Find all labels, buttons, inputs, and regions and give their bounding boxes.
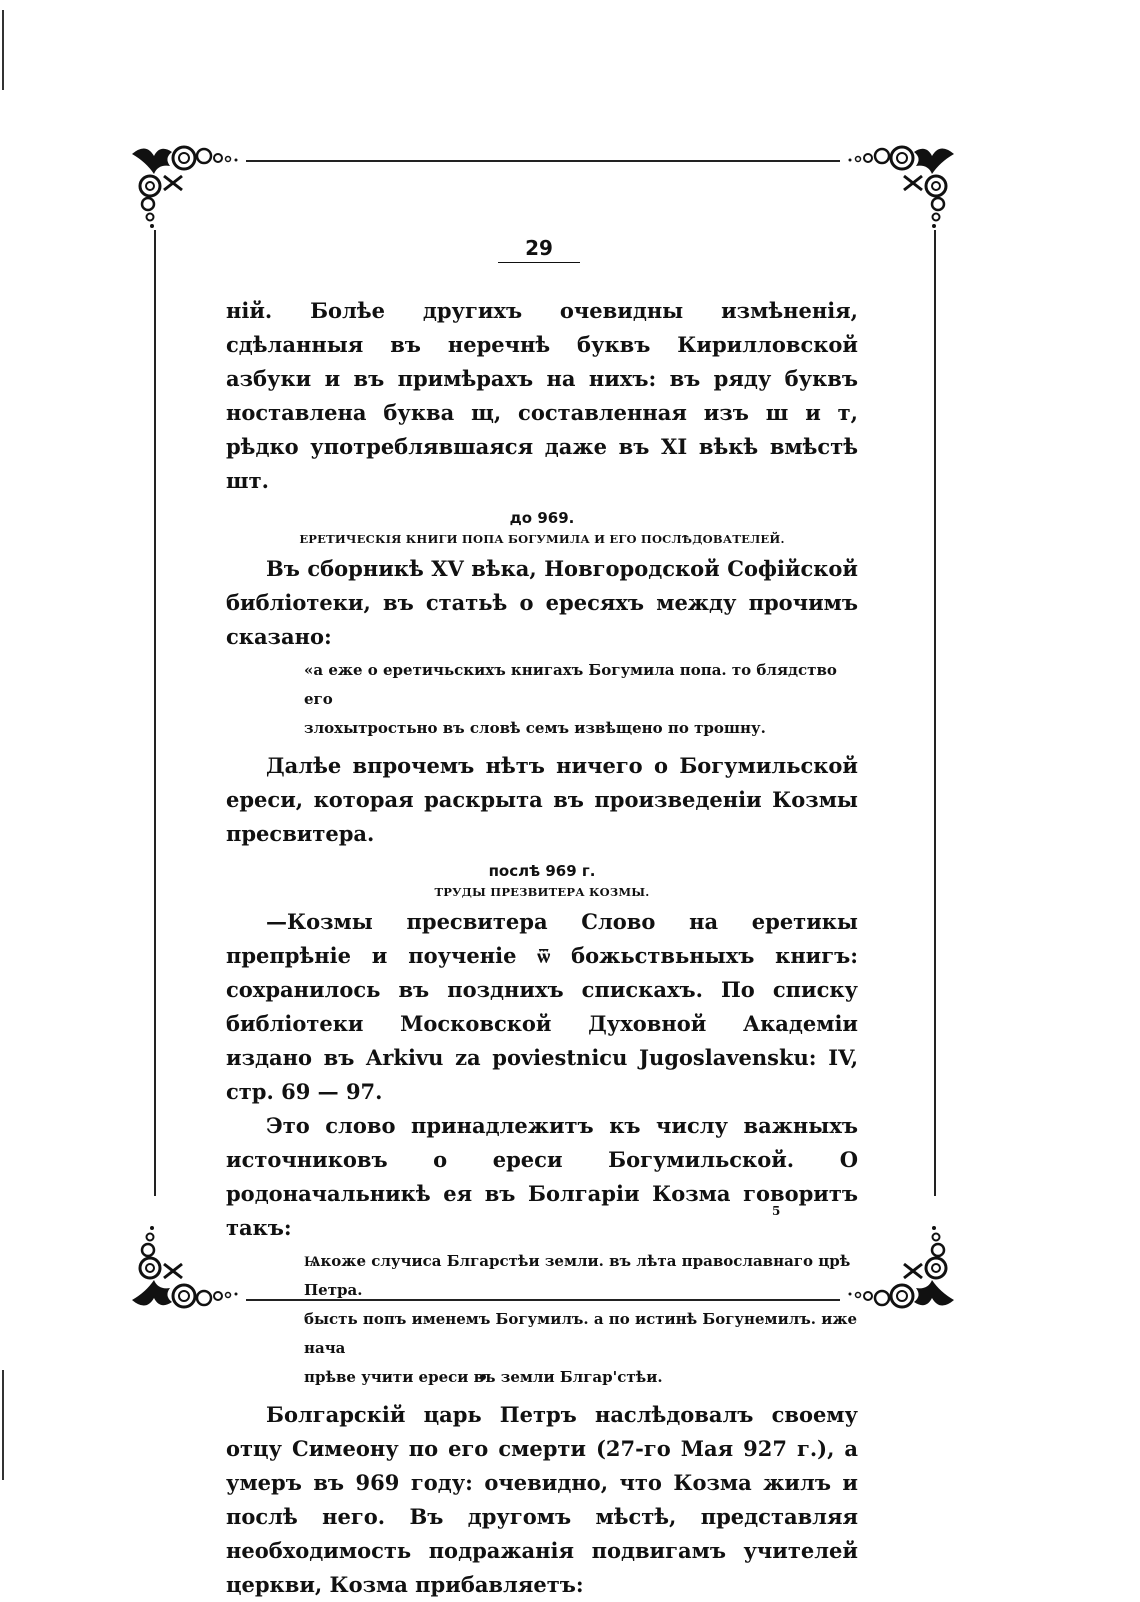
page-number: 29 xyxy=(498,236,580,263)
corner-top-right-flourish-icon xyxy=(838,140,962,232)
paragraph-6: Болгарскій царь Петръ наслѣдовалъ своему отцу Симеону по его смерти (27-го Мая 927 г.), а умеръ въ 969 году: очевидно, что Козма жилъ и послѣ него. Въ другомъ мѣстѣ, представляя необходимость подражанія подвигамъ учителей церкви, Козма прибавляетъ: xyxy=(226,1402,858,1597)
quote-line: «а еже о еретичьскихъ книгахъ Богумила попа. то блядство его xyxy=(304,661,837,708)
scan-edge-mark xyxy=(2,1370,4,1480)
section-title: ТРУДЫ ПРЕЗВИТЕРА КОЗМЫ. xyxy=(434,885,650,899)
frame-left-line xyxy=(154,230,156,1196)
quote-line: злохытростьно въ словѣ семъ извѣщено по трошну. xyxy=(304,719,766,737)
quote-1 xyxy=(304,656,858,743)
scan-edge-mark xyxy=(2,10,4,90)
quote-2 xyxy=(304,1247,858,1392)
corner-top-left-flourish-icon xyxy=(124,140,248,232)
paragraph-5: Это слово принадлежитъ къ числу важныхъ источниковъ о ереси Богумильской. О родоначальникѣ ея въ Болгаріи Козма говоритъ такъ: xyxy=(226,1113,858,1240)
quote-line: бысть попъ именемъ Богумилъ. а по истинѣ Богунемилъ. иже нача xyxy=(304,1310,858,1357)
quote-line: прѣве учити ереси въ земли Блгар'стѣи. xyxy=(304,1368,663,1386)
frame-right-line xyxy=(934,230,936,1196)
paragraph-1: ній. Болѣе другихъ очевидны измѣненія, сдѣланныя въ неречнѣ буквъ Кирилловской азбуки и въ примѣрахъ на нихъ: въ ряду буквъ ноставлена буква щ, составленная изъ ш и т, рѣдко употреблявшаяся даже въ XI вѣкѣ вмѣстѣ шт. xyxy=(226,298,858,493)
page-body xyxy=(226,294,858,1602)
section-title: ЕРЕТИЧЕСКІЯ КНИГИ ПОПА БОГУМИЛА И ЕГО ПОСЛѢДОВАТЕЛЕЙ. xyxy=(299,532,785,546)
section-date-heading: до 969. xyxy=(509,509,575,527)
signature-mark: 5 xyxy=(772,1204,781,1218)
quote-line: Ѩкоже случиса Блгарстѣи земли. въ лѣта православнаго црѣ Петра. xyxy=(304,1252,851,1299)
paragraph-2: Въ сборникѣ XV вѣка, Новгородской Софійской библіотеки, въ статьѣ о ересяхъ между прочимъ сказано: xyxy=(226,556,858,649)
paragraph-3: Далѣе впрочемъ нѣтъ ничего о Богумильской ереси, которая раскрыта въ произведеніи Козмы пресвитера. xyxy=(226,753,858,846)
frame-top-line xyxy=(246,160,840,162)
paragraph-4: —Козмы пресвитера Слово на еретикы препрѣніе и поученіе ѿ божьствьныхъ книгъ: сохранилось въ позднихъ спискахъ. По списку библіотеки Московской Духовной Академіи издано въ Arkivu za poviestnicu Jugoslavensku: IV, стр. 69 — 97. xyxy=(226,909,858,1104)
section-date-heading: послѣ 969 г. xyxy=(488,862,596,880)
